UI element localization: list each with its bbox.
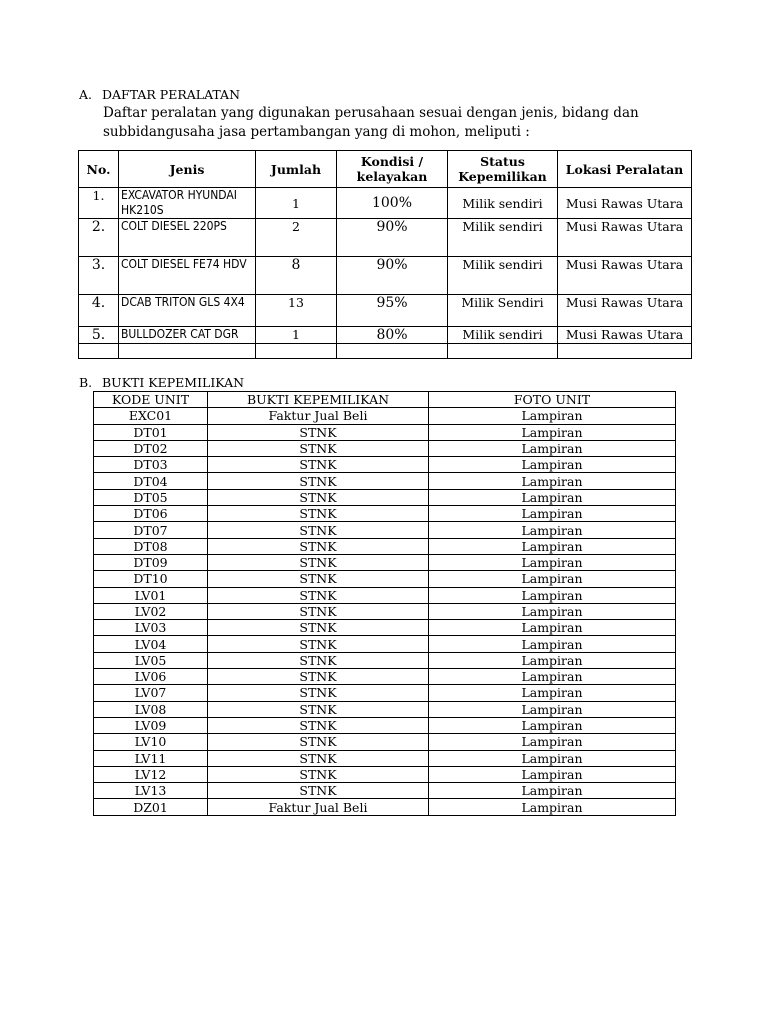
table-row (79, 327, 692, 344)
table-row (94, 506, 676, 522)
table-row (94, 734, 676, 750)
cell-jumlah: 2 (256, 219, 337, 257)
table-row (94, 408, 676, 424)
empty-cell (558, 344, 692, 359)
section-b-title: BUKTI KEPEMILIKAN (102, 375, 245, 390)
cell-foto: Lampiran (429, 554, 676, 570)
cell-kode-unit: LV12 (94, 766, 208, 782)
cell-bukti: STNK (208, 783, 429, 799)
table-row (94, 717, 676, 733)
cell-foto: Lampiran (429, 734, 676, 750)
header-foto-unit: FOTO UNIT (429, 392, 676, 408)
table-row (79, 219, 692, 257)
cell-foto: Lampiran (429, 750, 676, 766)
cell-foto: Lampiran (429, 799, 676, 815)
cell-kode-unit: DT07 (94, 522, 208, 538)
cell-lokasi: Musi Rawas Utara (558, 327, 692, 344)
cell-kode-unit: LV05 (94, 652, 208, 668)
cell-kode-unit: LV01 (94, 587, 208, 603)
cell-bukti: STNK (208, 538, 429, 554)
section-b-heading (79, 375, 244, 390)
table-row (94, 587, 676, 603)
cell-bukti: STNK (208, 554, 429, 570)
cell-kode-unit: DT08 (94, 538, 208, 554)
cell-bukti: STNK (208, 652, 429, 668)
cell-lokasi: Musi Rawas Utara (558, 219, 692, 257)
cell-bukti: STNK (208, 489, 429, 505)
table-row (94, 701, 676, 717)
cell-kode-unit: LV09 (94, 717, 208, 733)
cell-foto: Lampiran (429, 636, 676, 652)
table-row (94, 489, 676, 505)
empty-cell (448, 344, 558, 359)
table-row (94, 522, 676, 538)
header-status: Status Kepemilikan (448, 151, 558, 188)
cell-status: Milik sendiri (448, 188, 558, 219)
cell-foto: Lampiran (429, 538, 676, 554)
cell-foto: Lampiran (429, 620, 676, 636)
empty-cell (119, 344, 256, 359)
header-jumlah: Jumlah (256, 151, 337, 188)
table-row (79, 295, 692, 327)
cell-kode-unit: DT09 (94, 554, 208, 570)
cell-kode-unit: LV08 (94, 701, 208, 717)
cell-foto: Lampiran (429, 571, 676, 587)
cell-kode-unit: LV13 (94, 783, 208, 799)
header-kode-unit: KODE UNIT (94, 392, 208, 408)
header-kondisi: Kondisi / kelayakan (337, 151, 448, 188)
cell-kode-unit: LV06 (94, 669, 208, 685)
cell-bukti: STNK (208, 701, 429, 717)
cell-foto: Lampiran (429, 669, 676, 685)
cell-status: Milik sendiri (448, 327, 558, 344)
cell-foto: Lampiran (429, 408, 676, 424)
cell-kondisi: 100% (337, 188, 448, 219)
cell-no: 5. (79, 327, 119, 344)
cell-kode-unit: EXC01 (94, 408, 208, 424)
cell-kode-unit: DT01 (94, 424, 208, 440)
table-row (94, 766, 676, 782)
header-jenis: Jenis (119, 151, 256, 188)
cell-no: 1. (79, 188, 119, 219)
cell-bukti: STNK (208, 620, 429, 636)
empty-cell (337, 344, 448, 359)
cell-jumlah: 1 (256, 188, 337, 219)
cell-kode-unit: DT10 (94, 571, 208, 587)
cell-foto: Lampiran (429, 587, 676, 603)
cell-bukti: STNK (208, 440, 429, 456)
header-bukti-kepemilikan: BUKTI KEPEMILIKAN (208, 392, 429, 408)
cell-kode-unit: LV07 (94, 685, 208, 701)
table-row (79, 188, 692, 219)
cell-kondisi: 80% (337, 327, 448, 344)
table-row (94, 620, 676, 636)
cell-jumlah: 1 (256, 327, 337, 344)
cell-kode-unit: DT04 (94, 473, 208, 489)
cell-bukti: STNK (208, 506, 429, 522)
table-row (94, 571, 676, 587)
table-row (94, 538, 676, 554)
header-lokasi: Lokasi Peralatan (558, 151, 692, 188)
cell-kode-unit: LV02 (94, 603, 208, 619)
cell-bukti: STNK (208, 571, 429, 587)
cell-bukti: STNK (208, 734, 429, 750)
cell-bukti: STNK (208, 473, 429, 489)
equipment-table (78, 150, 692, 359)
cell-kondisi: 90% (337, 257, 448, 295)
cell-bukti: STNK (208, 522, 429, 538)
cell-kode-unit: DT06 (94, 506, 208, 522)
section-a-intro: Daftar peralatan yang digunakan perusahaan sesuai dengan jenis, bidang dan subbidangusaha jasa pertambangan yang di mohon, meliputi : (103, 105, 639, 140)
cell-bukti: STNK (208, 717, 429, 733)
empty-cell (256, 344, 337, 359)
cell-kode-unit: LV04 (94, 636, 208, 652)
header-no: No. (79, 151, 119, 188)
cell-lokasi: Musi Rawas Utara (558, 295, 692, 327)
cell-foto: Lampiran (429, 701, 676, 717)
table-row (79, 257, 692, 295)
cell-bukti: STNK (208, 587, 429, 603)
cell-status: Milik sendiri (448, 257, 558, 295)
cell-bukti: STNK (208, 669, 429, 685)
table-row (94, 783, 676, 799)
section-a-title: DAFTAR PERALATAN (102, 87, 241, 102)
cell-bukti: STNK (208, 457, 429, 473)
cell-jenis: EXCAVATOR HYUNDAI HK210S (119, 188, 256, 219)
cell-kode-unit: LV03 (94, 620, 208, 636)
cell-foto: Lampiran (429, 473, 676, 489)
cell-foto: Lampiran (429, 424, 676, 440)
cell-kode-unit: DT02 (94, 440, 208, 456)
section-b-letter: B. (79, 375, 93, 390)
cell-bukti: Faktur Jual Beli (208, 408, 429, 424)
cell-foto: Lampiran (429, 506, 676, 522)
cell-no: 4. (79, 295, 119, 327)
ownership-table (93, 391, 676, 816)
cell-kondisi: 95% (337, 295, 448, 327)
table-row-empty (79, 344, 692, 359)
cell-lokasi: Musi Rawas Utara (558, 257, 692, 295)
table-row (94, 652, 676, 668)
table-row (94, 457, 676, 473)
cell-foto: Lampiran (429, 766, 676, 782)
section-a-letter: A. (79, 87, 93, 102)
cell-no: 2. (79, 219, 119, 257)
cell-bukti: STNK (208, 685, 429, 701)
cell-foto: Lampiran (429, 440, 676, 456)
cell-foto: Lampiran (429, 685, 676, 701)
cell-jenis: COLT DIESEL FE74 HDV (119, 257, 256, 295)
table-row (94, 636, 676, 652)
cell-kode-unit: DT05 (94, 489, 208, 505)
table-row (94, 440, 676, 456)
cell-kode-unit: LV10 (94, 734, 208, 750)
table-row (94, 473, 676, 489)
cell-kode-unit: DZ01 (94, 799, 208, 815)
cell-jumlah: 13 (256, 295, 337, 327)
cell-jenis: DCAB TRITON GLS 4X4 (119, 295, 256, 327)
cell-foto: Lampiran (429, 603, 676, 619)
table-row (94, 603, 676, 619)
cell-foto: Lampiran (429, 783, 676, 799)
cell-kode-unit: DT03 (94, 457, 208, 473)
cell-kondisi: 90% (337, 219, 448, 257)
cell-jenis: COLT DIESEL 220PS (119, 219, 256, 257)
cell-foto: Lampiran (429, 522, 676, 538)
cell-lokasi: Musi Rawas Utara (558, 188, 692, 219)
table-row (94, 554, 676, 570)
table-row (94, 669, 676, 685)
cell-foto: Lampiran (429, 652, 676, 668)
cell-foto: Lampiran (429, 489, 676, 505)
table-row (94, 424, 676, 440)
cell-bukti: STNK (208, 766, 429, 782)
cell-foto: Lampiran (429, 717, 676, 733)
cell-status: Milik Sendiri (448, 295, 558, 327)
table-row (94, 799, 676, 815)
cell-no: 3. (79, 257, 119, 295)
cell-kode-unit: LV11 (94, 750, 208, 766)
cell-foto: Lampiran (429, 457, 676, 473)
section-a-heading (79, 87, 240, 102)
equipment-table-header (79, 151, 692, 188)
table-row (94, 750, 676, 766)
cell-bukti: Faktur Jual Beli (208, 799, 429, 815)
cell-jumlah: 8 (256, 257, 337, 295)
cell-status: Milik sendiri (448, 219, 558, 257)
cell-bukti: STNK (208, 636, 429, 652)
cell-bukti: STNK (208, 750, 429, 766)
empty-cell (79, 344, 119, 359)
table-row (94, 685, 676, 701)
cell-bukti: STNK (208, 424, 429, 440)
cell-jenis: BULLDOZER CAT DGR (119, 327, 256, 344)
ownership-table-header (94, 392, 676, 408)
cell-bukti: STNK (208, 603, 429, 619)
